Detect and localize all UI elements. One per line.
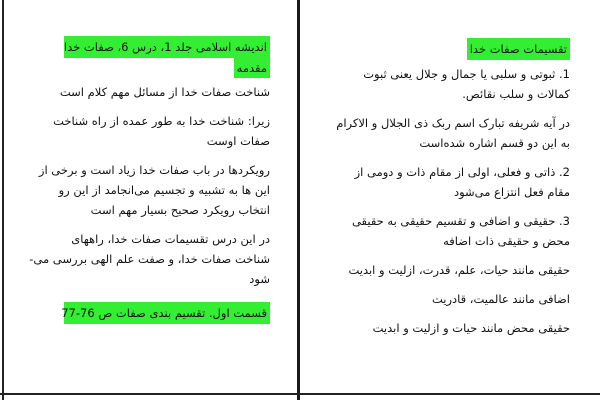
right-page-title-row [320, 38, 570, 60]
paragraph-1: شناخت صفات خدا از مسائل مهم کلام است [59, 85, 270, 99]
paragraph-4-line-3: شود [249, 272, 270, 286]
left-edge-divider [2, 0, 4, 400]
paragraph-2-line-2: صفات اوست [206, 134, 270, 148]
item-1-note-line-1: در آیه شریفه تبارک اسم ربک ذی الجلال و الاکرام [336, 116, 570, 130]
left-page-title-highlight [64, 36, 270, 58]
spine-divider [297, 0, 300, 400]
item-1-line-1: 1. ثبوتی و سلبی یا جمال و جلال یعنی ثبوت [363, 67, 570, 81]
item-1-note-line-2: به این دو قسم اشاره شده‌است [419, 136, 570, 150]
item-3-line-1: 3. حقیقی و اضافی و تقسیم حقیقی به حقیقی [351, 214, 570, 228]
item-3-line-2: محض و حقیقی ذات اضافه [443, 234, 570, 248]
left-page [29, 36, 270, 324]
paragraph-3-line-2: این ها به تشبیه و تجسیم می‌انجامد از این رو [58, 183, 270, 197]
item-1-line-2: کمالات و سلب نقائص. [462, 87, 570, 101]
intro-heading: مقدمه [234, 58, 270, 78]
intro-heading-row [64, 58, 270, 78]
paragraph-2-line-1: زیرا: شناخت خدا به طور عمده از راه شناخت [53, 114, 270, 128]
bottom-divider [0, 393, 600, 395]
item-2-line-2: مقام فعل انتزاع می‌شود [453, 185, 570, 199]
right-page [320, 36, 570, 338]
paragraph-4-line-2: شناخت صفات خدا، و صفت علم الهی بررسی می- [29, 252, 270, 266]
section-label: قسمت اول. تقسیم بندی صفات ص 76-77 [61, 306, 267, 320]
example-1: حقیقی مانند حیات، علم، قدرت، ازلیت و ابدیت [348, 263, 570, 277]
paragraph-3-line-3: انتخاب رویکرد صحیح بسیار مهم است [90, 203, 270, 217]
paragraph-4-line-1: در این درس تقسیمات صفات خدا، راههای [71, 232, 270, 246]
example-2: اضافی مانند عالمیت، قادریت [431, 292, 570, 306]
paragraph-3-line-1: رویکردها در باب صفات خدا زیاد است و برخی از [38, 163, 270, 177]
right-page-title: تقسیمات صفات خدا [467, 38, 570, 60]
example-3: حقیقی محض مانند حیات و ازلیت و ابدیت [372, 321, 570, 335]
item-2-line-1: 2. ذاتی و فعلی، اولی از مقام ذات و دومی از [354, 165, 570, 179]
section-label-highlight [61, 302, 270, 324]
left-page-title: اندیشه اسلامی جلد 1، درس 6، صفات خدا [63, 40, 267, 54]
